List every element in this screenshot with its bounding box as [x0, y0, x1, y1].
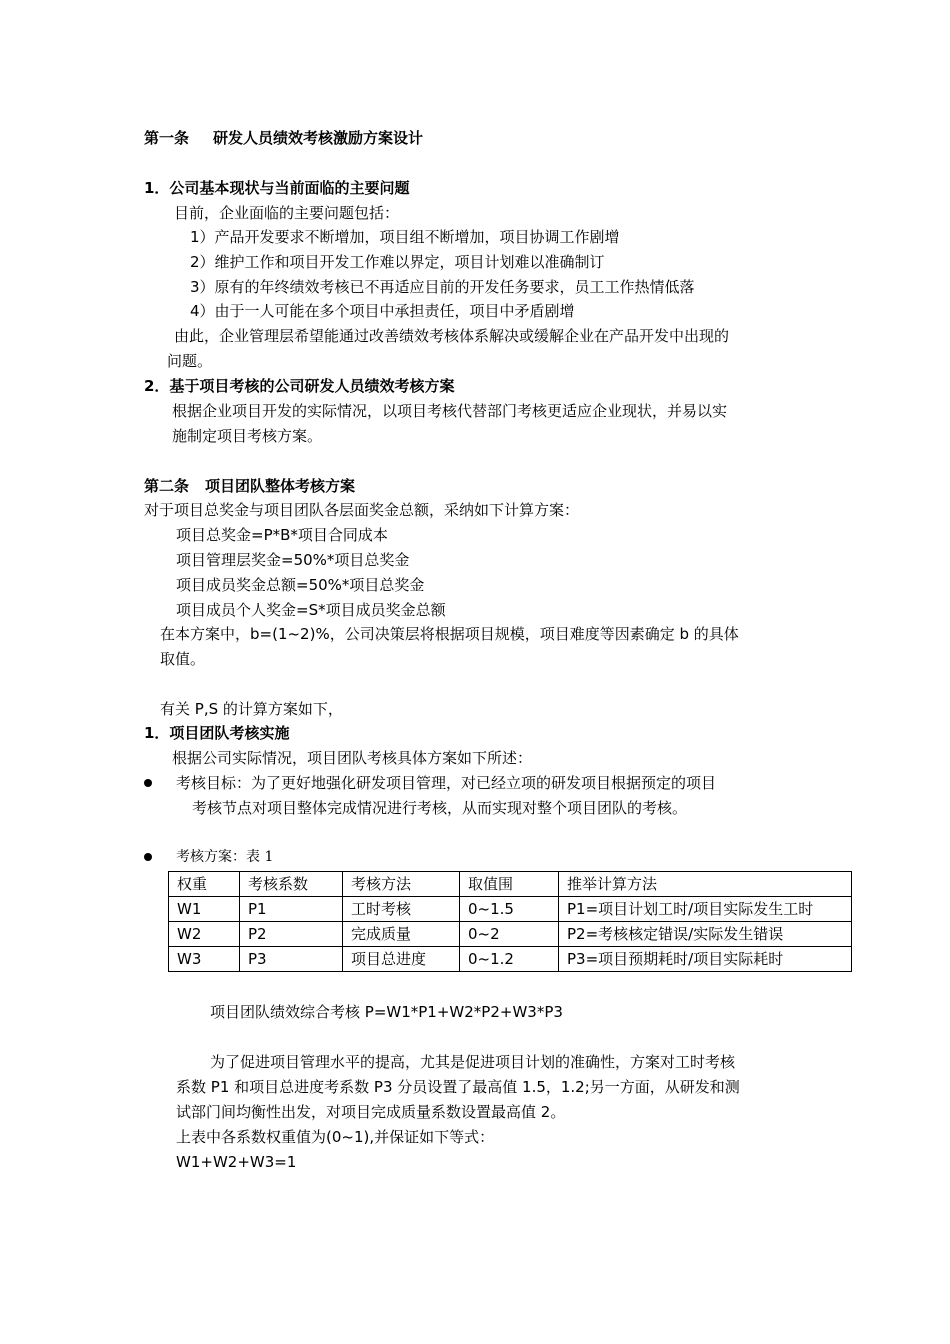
table-cell: W1	[169, 897, 240, 922]
section1-intro: 目前，企业面临的主要问题包括：	[174, 204, 400, 222]
table-cell: W2	[169, 922, 240, 947]
article2-note-line2: 取值。	[160, 650, 206, 668]
section2-body-line1: 根据企业项目开发的实际情况，以项目考核代替部门考核更适应企业现状，并易以实	[172, 402, 728, 420]
article2-title-text: 项目团队整体考核方案	[205, 477, 356, 495]
section1-heading: 1．公司基本现状与当前面临的主要问题	[144, 179, 410, 197]
section1-conclusion-line1: 由此，企业管理层希望能通过改善绩效考核体系解决或缓解企业在产品开发中出现的	[174, 327, 730, 345]
summary-para-line2: 系数 P1 和项目总进度考系数 P3 分员设置了最高值 1.5，1.2;另一方面，从研发和测	[176, 1078, 740, 1096]
table-cell: P3=项目预期耗时/项目实际耗时	[559, 947, 852, 972]
table-header-cell: 考核方法	[343, 872, 460, 897]
table-row	[169, 947, 852, 972]
table-header-cell: 推举计算方法	[559, 872, 852, 897]
ps-intro: 有关 P,S 的计算方案如下，	[160, 700, 343, 718]
table-cell: P3	[240, 947, 343, 972]
table-cell: P2=考核核定错误/实际发生错误	[559, 922, 852, 947]
section1-item: 4）由于一人可能在多个项目中承担责任，项目中矛盾剧增	[190, 302, 575, 320]
table-cell: 0~1.5	[460, 897, 559, 922]
table-header-row	[169, 872, 852, 897]
table-cell: 项目总进度	[343, 947, 460, 972]
article1-number: 第一条	[144, 129, 190, 147]
bullet-icon	[144, 779, 152, 787]
table-cell: 0~1.2	[460, 947, 559, 972]
bullet2-text: 考核方案：表 1	[176, 849, 274, 865]
table-cell: 完成质量	[343, 922, 460, 947]
formula-line: 项目总奖金=P*B*项目合同成本	[176, 526, 388, 544]
table-header-cell: 考核系数	[240, 872, 343, 897]
section1-conclusion-line2: 问题。	[167, 352, 213, 370]
summary-para-line1: 为了促进项目管理水平的提高，尤其是促进项目计划的准确性，方案对工时考核	[210, 1053, 736, 1071]
table-cell: 0~2	[460, 922, 559, 947]
section1-item: 1）产品开发要求不断增加，项目组不断增加，项目协调工作剧增	[190, 228, 620, 246]
table-cell: P1=项目计划工时/项目实际发生工时	[559, 897, 852, 922]
weights-intro: 上表中各系数权重值为(0~1),并保证如下等式：	[176, 1128, 495, 1146]
section3-heading: 1．项目团队考核实施	[144, 724, 290, 742]
weights-equation: W1+W2+W3=1	[176, 1153, 297, 1171]
section2-heading: 2．基于项目考核的公司研发人员绩效考核方案	[144, 377, 455, 395]
formula-line: 项目管理层奖金=50%*项目总奖金	[176, 551, 410, 569]
formula-line: 项目成员奖金总额=50%*项目总奖金	[176, 576, 425, 594]
bullet1-line2: 考核节点对项目整体完成情况进行考核，从而实现对整个项目团队的考核。	[192, 799, 688, 817]
article1-title-text: 研发人员绩效考核激励方案设计	[213, 129, 424, 147]
table-header-cell: 权重	[169, 872, 240, 897]
section3-intro: 根据公司实际情况，项目团队考核具体方案如下所述：	[172, 749, 533, 767]
article2-note-line1: 在本方案中，b=(1~2)%，公司决策层将根据项目规模，项目难度等因素确定 b 的具体	[160, 625, 739, 643]
table-row	[169, 897, 852, 922]
article2-intro: 对于项目总奖金与项目团队各层面奖金总额，采纳如下计算方案：	[144, 501, 580, 519]
table-cell: P1	[240, 897, 343, 922]
bullet-icon	[144, 853, 152, 861]
composite-formula: 项目团队绩效综合考核 P=W1*P1+W2*P2+W3*P3	[210, 1003, 563, 1021]
article2-title	[144, 475, 355, 497]
table-cell: W3	[169, 947, 240, 972]
table-row	[169, 922, 852, 947]
table-cell: P2	[240, 922, 343, 947]
assessment-table	[168, 871, 852, 972]
article2-number: 第二条	[144, 477, 190, 495]
section2-body-line2: 施制定项目考核方案。	[172, 427, 323, 445]
summary-para-line3: 试部门间均衡性出发，对项目完成质量系数设置最高值 2。	[176, 1103, 566, 1121]
bullet1-line1: 考核目标：为了更好地强化研发项目管理，对已经立项的研发项目根据预定的项目	[176, 774, 717, 792]
article1-title	[144, 127, 423, 149]
section1-item: 2）维护工作和项目开发工作难以界定，项目计划难以准确制订	[190, 253, 605, 271]
formula-line: 项目成员个人奖金=S*项目成员奖金总额	[176, 601, 446, 619]
section1-item: 3）原有的年终绩效考核已不再适应目前的开发任务要求，员工工作热情低落	[190, 278, 695, 296]
table-cell: 工时考核	[343, 897, 460, 922]
table-header-cell: 取值围	[460, 872, 559, 897]
